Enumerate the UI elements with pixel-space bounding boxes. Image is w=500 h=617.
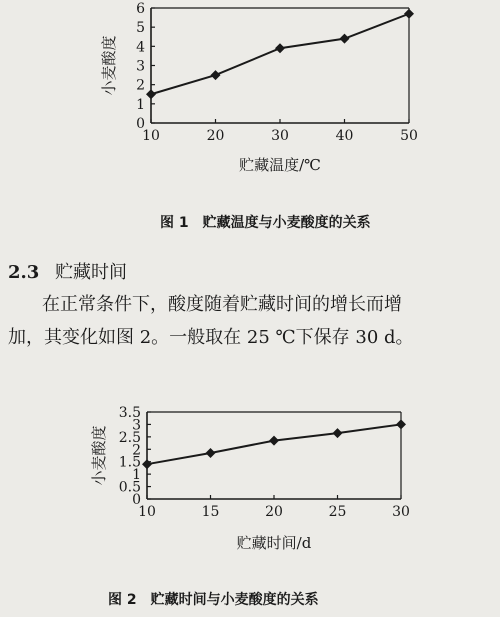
fig2-y-tick-label: 0.5 [118,479,141,496]
fig1-data-point [340,34,350,44]
fig1-y-tick-label: 4 [136,39,145,56]
fig2-y-tick-label: 1 [132,467,141,484]
fig1-x-tick-label: 30 [271,128,289,144]
fig1-series-line [151,14,409,95]
fig1-y-tick-label: 2 [136,77,145,94]
fig2-x-tick-label: 15 [201,504,220,520]
fig1-y-tick-label: 5 [136,20,145,37]
fig2-y-tick-label: 3.5 [118,405,141,421]
fig1-data-point [275,43,285,53]
fig2-data-point [206,448,216,458]
figure-2-caption: 图 2 贮藏时间与小麦酸度的关系 [108,592,319,608]
fig1-y-tick-label: 6 [136,1,145,17]
fig2-x-tick-label: 25 [328,504,347,520]
fig2-y-tick-label: 1.5 [118,454,141,471]
paragraph-line-2: 加，其变化如图 2。一般取在 25 ℃下保存 30 d。 [8,327,414,348]
fig2-data-point [142,459,152,469]
section-number: 2.3 [8,262,40,283]
section-title: 贮藏时间 [55,262,128,283]
fig2-x-axis-label: 贮藏时间/d [236,534,312,552]
fig1-x-tick-label: 20 [206,128,225,144]
fig1-x-tick-label: 40 [335,128,354,144]
fig1-x-tick-label: 50 [400,128,418,144]
fig1-y-axis-label: 小麦酸度 [100,35,118,96]
fig1-y-tick-label: 1 [136,96,145,113]
figure-1-caption: 图 1 贮藏温度与小麦酸度的关系 [160,215,371,231]
fig2-x-tick-label: 20 [265,504,283,520]
fig2-y-tick-label: 3 [132,417,141,434]
fig1-data-point [211,70,221,80]
fig2-x-tick-label: 30 [392,504,410,520]
fig2-x-tick-label: 10 [138,504,156,520]
fig1-y-tick-label: 0 [136,116,145,132]
fig1-data-point [404,9,414,19]
fig2-y-tick-label: 2 [132,442,141,459]
chart-storage-temperature [0,0,500,215]
fig1-x-tick-label: 10 [142,128,160,144]
paragraph-line-1: 在正常条件下，酸度随着贮藏时间的增长而增 [42,294,402,315]
fig2-data-point [333,428,343,438]
section-heading [8,258,127,284]
fig1-data-point [146,89,156,99]
fig2-y-tick-label: 2.5 [118,429,141,446]
fig2-y-axis-label: 小麦酸度 [90,425,108,486]
fig2-data-point [269,436,279,446]
fig2-y-tick-label: 0 [132,492,141,508]
chart-storage-time [0,400,500,585]
fig2-data-point [396,419,406,429]
fig1-x-axis-label: 贮藏温度/℃ [239,156,321,174]
fig1-y-tick-label: 3 [136,58,145,75]
